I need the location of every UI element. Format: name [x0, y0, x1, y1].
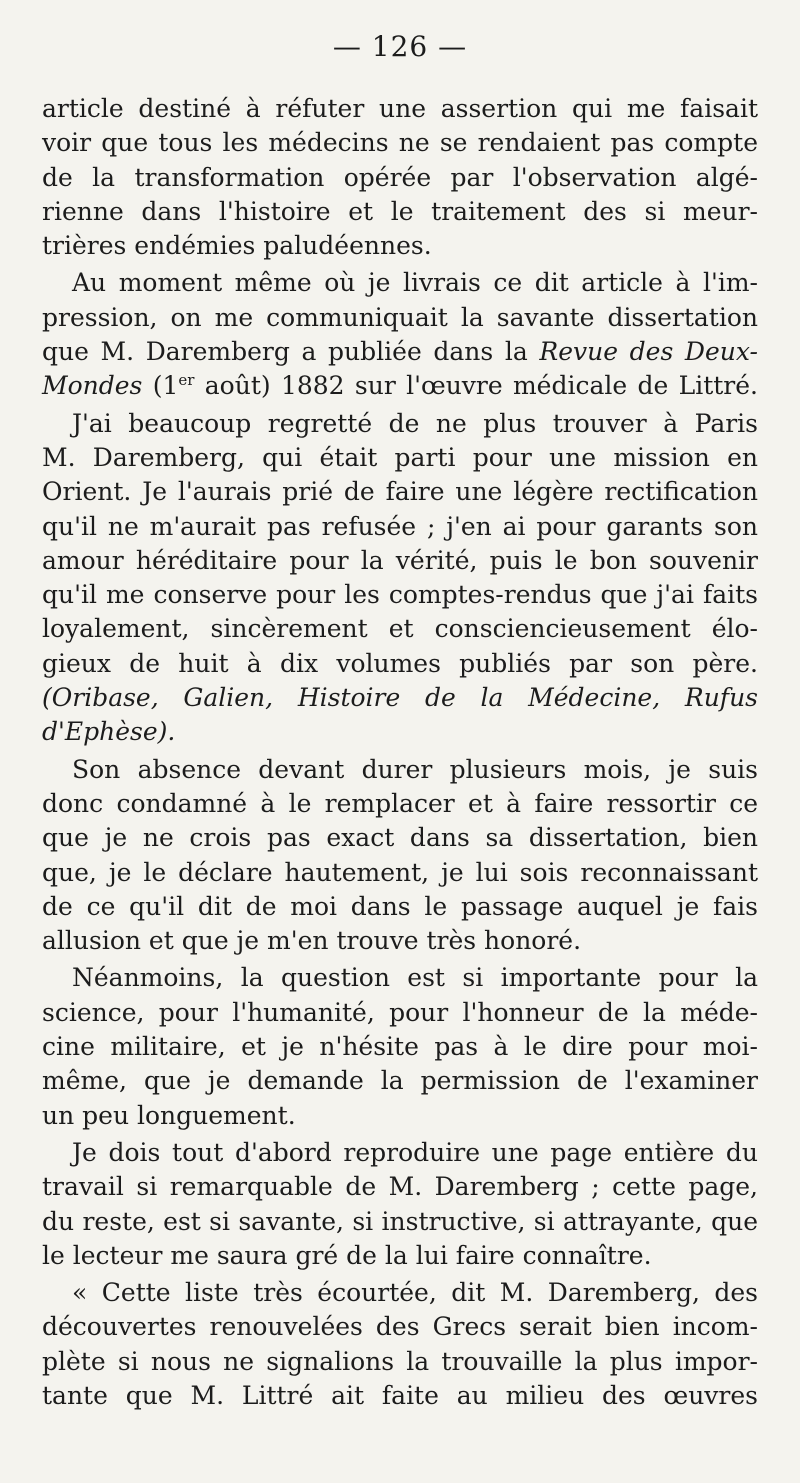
text-line: M. Daremberg, qui était parti pour une mission en	[42, 442, 758, 472]
page-body	[42, 92, 758, 1413]
text-line: que je ne crois pas exact dans sa dissertation, bien	[42, 823, 758, 853]
text-line: science, pour l'humanité, pour l'honneur de la méde-	[42, 997, 758, 1027]
text-line: gieux de huit à dix volumes publiés par son père.	[42, 648, 758, 678]
text-line: allusion et que je m'en trouve très honoré.	[42, 926, 582, 956]
paragraph-3	[42, 407, 758, 750]
text-line: pression, on me communiquait la savante dissertation	[42, 302, 758, 332]
paragraph-1	[42, 92, 758, 263]
paragraph-5	[42, 961, 758, 1132]
ordinal-superscript: er	[178, 371, 195, 390]
text-line: tante que M. Littré ait faite au milieu des œuvres	[42, 1380, 758, 1410]
page-number: — 126 —	[332, 30, 468, 63]
text-line: Je dois tout d'abord reproduire une page entière du	[72, 1137, 758, 1167]
text-line: « Cette liste très écourtée, dit M. Daremberg, des	[72, 1278, 758, 1308]
text-line-italic: d'Ephèse).	[42, 717, 176, 747]
text-line: J'ai beaucoup regretté de ne plus trouver à Paris	[72, 408, 758, 438]
paragraph-7	[42, 1276, 758, 1413]
text-line: cine militaire, et je n'hésite pas à le dire pour moi-	[42, 1032, 758, 1062]
text-line: Au moment même où je livrais ce dit article à l'im-	[72, 268, 758, 298]
text-line: découvertes renouvelées des Grecs serait bien incom-	[42, 1312, 758, 1342]
text-line: de la transformation opérée par l'observation algé-	[42, 162, 758, 192]
text-line: loyalement, sincèrement et consciencieusement élo-	[42, 614, 758, 644]
text-line: travail si remarquable de M. Daremberg ; cette page,	[42, 1172, 758, 1202]
text-line	[42, 335, 758, 369]
text-line: qu'il me conserve pour les comptes-rendus que j'ai faits	[42, 580, 758, 610]
journal-title-cont: Mondes	[42, 371, 143, 401]
text-line: un peu longuement.	[42, 1100, 296, 1130]
text-line: voir que tous les médecins ne se rendaient pas compte	[42, 128, 758, 158]
journal-title: Revue des Deux-	[539, 337, 758, 367]
text-line: que, je le déclare hautement, je lui sois reconnaissant	[42, 857, 758, 887]
text-line: Néanmoins, la question est si importante pour la	[72, 963, 758, 993]
text-line: du reste, est si savante, si instructive, si attrayante, que	[42, 1206, 758, 1236]
text-line: Son absence devant durer plusieurs mois, je suis	[72, 754, 758, 784]
paragraph-4	[42, 753, 758, 959]
text-line: de ce qu'il dit de moi dans le passage auquel je fais	[42, 891, 758, 921]
text-line: plète si nous ne signalions la trouvaille la plus impor-	[42, 1346, 758, 1376]
paragraph-6	[42, 1136, 758, 1273]
text-line: qu'il ne m'aurait pas refusée ; j'en ai pour garants son	[42, 511, 758, 541]
paragraph-2	[42, 266, 758, 403]
text-segment: que M. Daremberg a publiée dans la	[42, 337, 528, 367]
text-line: le lecteur me saura gré de la lui faire connaître.	[42, 1240, 652, 1270]
text-line: trières endémies paludéennes.	[42, 231, 432, 261]
text-line: donc condamné à le remplacer et à faire ressortir ce	[42, 788, 758, 818]
text-line: Orient. Je l'aurais prié de faire une légère rectification	[42, 477, 758, 507]
text-line: même, que je demande la permission de l'examiner	[42, 1066, 758, 1096]
text-segment: août) 1882 sur l'œuvre médicale de Littré.	[204, 371, 758, 401]
text-line	[42, 369, 758, 403]
text-line-italic: (Oribase, Galien, Histoire de la Médecine, Rufus	[42, 683, 758, 713]
text-line: rienne dans l'histoire et le traitement des si meur-	[42, 196, 758, 226]
text-segment: (1	[152, 371, 179, 401]
text-line: amour héréditaire pour la vérité, puis le bon souvenir	[42, 545, 758, 575]
text-line: article destiné à réfuter une assertion qui me faisait	[42, 94, 758, 123]
